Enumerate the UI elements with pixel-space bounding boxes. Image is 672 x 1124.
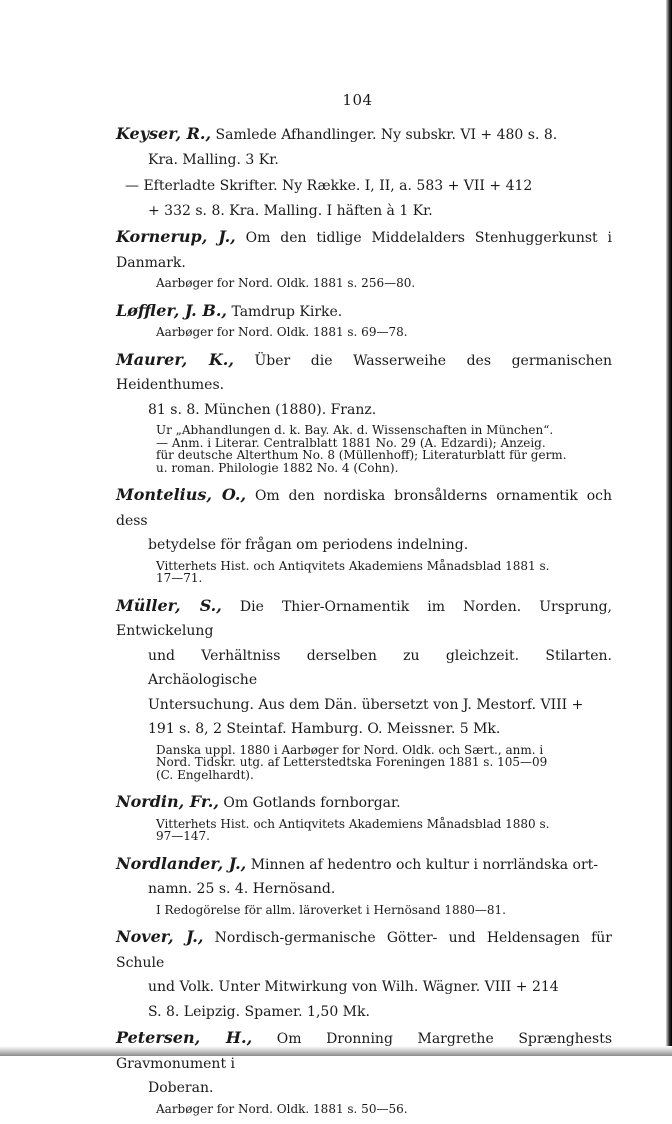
author-name: Løffler, J. B.,	[116, 300, 227, 320]
entry-note	[116, 326, 612, 339]
entry-keyser	[116, 122, 612, 172]
entry-first-line	[116, 122, 612, 148]
entry-text: Om Dronning Margrethe Sprænghests Gravmonument i	[116, 1031, 613, 1072]
note-line: — Anm. i Literar. Centralblatt 1881 No. 29 (A. Edzardi); Anzeig.	[156, 435, 546, 450]
scan-edge-right	[666, 0, 672, 1056]
entry-nover	[116, 925, 612, 1024]
author-name: Maurer, K.,	[116, 349, 234, 369]
entry-text: Om Gotlands fornborgar.	[223, 795, 401, 811]
entry-text: Untersuchung. Aus dem Dän. übersetzt von J. Mestorf. VIII +	[148, 696, 584, 713]
page-number: 104	[342, 91, 373, 109]
note-line: u. roman. Philologie 1882 No. 4 (Cohn).	[156, 460, 399, 475]
entry-note	[116, 424, 612, 474]
entry-text: 191 s. 8, 2 Steintaf. Hamburg. O. Meissner. 5 Mk.	[148, 721, 501, 737]
entry-loffler	[116, 299, 612, 325]
entry-keyser-efterladte	[116, 174, 612, 223]
entry-first-line	[116, 1026, 612, 1076]
entry-text: Tamdrup Kirke.	[231, 303, 343, 320]
entry-text: Die Thier-Ornamentik im Norden. Ursprung, Entwickelung	[116, 598, 613, 639]
note-line: I Redogörelse för allm. läroverket i Hernösand 1880—81.	[156, 902, 506, 917]
entry-text: namn. 25 s. 4. Hernösand.	[148, 881, 336, 897]
entry-first-line	[116, 348, 612, 398]
entry-text: und Volk. Unter Mitwirkung von Wilh. Wägner. VIII + 214	[148, 979, 559, 995]
entry-text: Minnen af hedentro och kultur i norrländska ort-	[250, 856, 599, 873]
entry-first-line	[116, 594, 612, 644]
note-line: für deutsche Alterthum No. 8 (Müllenhoff); Literaturblatt für germ.	[156, 448, 567, 462]
entry-text: Samlede Afhandlinger. Ny subskr. VI + 480 s. 8.	[215, 127, 558, 143]
entry-text: betydelse för frågan om periodens indelning.	[148, 537, 469, 553]
entry-nordin	[116, 790, 612, 816]
entry-first-line	[116, 299, 612, 325]
author-name: Petersen, H.,	[116, 1028, 253, 1047]
note-line: Aarbøger for Nord. Oldk. 1881 s. 69—78.	[156, 325, 408, 339]
entry-text: Om den nordiska bronsålderns ornamentik och dess	[116, 488, 613, 529]
entry-maurer	[116, 348, 612, 423]
note-line: Vitterhets Hist. och Antiqvitets Akademiens Månadsblad 1881 s.	[156, 558, 550, 573]
note-line: Aarbøger for Nord. Oldk. 1881 s. 50—56.	[156, 1101, 408, 1116]
entry-note	[116, 277, 612, 290]
note-line: Vitterhets Hist. och Antiqvitets Akademiens Månadsblad 1880 s.	[156, 816, 550, 831]
entry-text: — Efterladte Skrifter. Ny Række. I, II, a. 583 + VII + 412	[125, 178, 533, 194]
note-line: Danska uppl. 1880 i Aarbøger for Nord. Oldk. och Sært., anm. i	[156, 742, 544, 757]
entry-text: Nordisch-germanische Götter- und Heldensagen für Schule	[116, 930, 612, 971]
entry-text: 81 s. 8. München (1880). Franz.	[148, 401, 377, 418]
entry-text: + 332 s. 8. Kra. Malling. I häften à 1 Kr.	[148, 202, 433, 219]
entry-text: Kra. Malling. 3 Kr.	[148, 151, 279, 168]
note-line: 97—147.	[156, 829, 210, 843]
entry-note	[116, 904, 612, 917]
entry-note	[116, 818, 612, 843]
entry-text: Über die Wasserweihe des germanischen Heidenthumes.	[116, 352, 612, 393]
entry-first-line	[116, 790, 612, 816]
author-name: Nordin, Fr.,	[116, 792, 219, 811]
entry-first-line	[116, 225, 612, 275]
author-name: Kornerup, J.,	[116, 227, 236, 246]
entry-text: Om den tidlige Middelalders Stenhuggerkunst i Danmark.	[116, 230, 613, 271]
entry-text: und Verhältniss derselben zu gleichzeit. Stilarten. Archäologische	[148, 647, 612, 688]
author-name: Montelius, O.,	[116, 485, 247, 504]
entry-kornerup	[116, 225, 612, 275]
entry-note	[116, 560, 612, 585]
note-line: (C. Engelhardt).	[156, 767, 254, 782]
entry-nordlander	[116, 852, 612, 902]
entry-first-line	[116, 925, 612, 975]
author-name: Müller, S.,	[116, 595, 222, 615]
entry-muller	[116, 594, 612, 742]
author-name: Nordlander, J.,	[116, 853, 247, 873]
entry-note	[116, 1103, 612, 1116]
entry-petersen	[116, 1026, 612, 1101]
author-name: Keyser, R.,	[116, 124, 212, 143]
entry-first-line	[116, 483, 612, 533]
bibliography-list	[116, 122, 612, 1124]
entry-montelius	[116, 483, 612, 558]
entry-text: Doberan.	[148, 1080, 214, 1096]
note-line: Nord. Tidskr. utg. af Letterstedtska Foreningen 1881 s. 105—09	[156, 755, 548, 769]
note-line: 17—71.	[156, 571, 203, 585]
author-name: Nover, J.,	[116, 927, 204, 946]
entry-first-line	[116, 852, 612, 878]
note-line: Aarbøger for Nord. Oldk. 1881 s. 256—80.	[156, 276, 416, 290]
entry-text: S. 8. Leipzig. Spamer. 1,50 Mk.	[148, 1003, 370, 1020]
entry-note	[116, 744, 612, 782]
note-line: Ur „Abhandlungen d. k. Bay. Ak. d. Wissenschaften in München“.	[156, 423, 554, 437]
